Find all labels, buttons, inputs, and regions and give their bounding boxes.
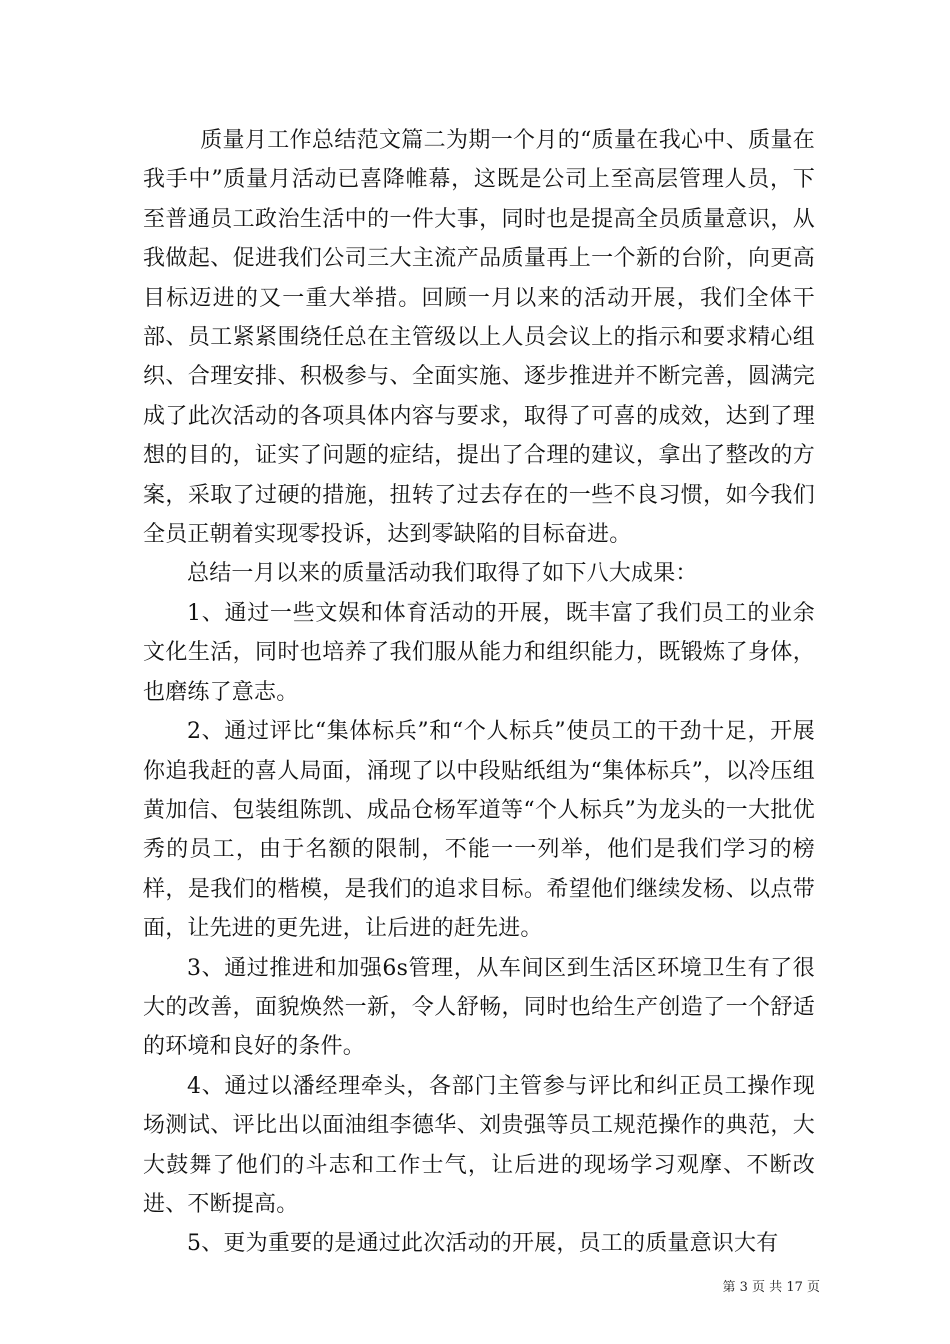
paragraph-item-5: 5、更为重要的是通过此次活动的开展，员工的质量意识大有 (187, 1231, 779, 1257)
paragraph-item-4: 4、通过以潘经理牵头，各部门主管参与评比和纠正员工操作现场测试、评比出以面油组李德华、刘贵强等员工规范操作的典范，大大鼓舞了他们的斗志和工作士气，让后进的现场学习观摩、不断改进、不断提高。 (143, 1073, 815, 1217)
paragraph-item-3: 3、通过推进和加强6s管理，从车间区到生活区环境卫生有了很大的改善，面貌焕然一新，令人舒畅，同时也给生产创造了一个舒适的环境和良好的条件。 (143, 955, 815, 1060)
page-number-footer: 第 3 页 共 17 页 (722, 1280, 820, 1295)
document-body (143, 121, 815, 1264)
paragraph-item-2: 2、通过评比“集体标兵”和“个人标兵”使员工的干劲十足，开展你追我赶的喜人局面，涌现了以中段贴纸组为“集体标兵”，以冷压组黄加信、包装组陈凯、成品仓杨军道等“个人标兵”为龙头的一大批优秀的员工，由于名额的限制，不能一一列举，他们是我们学习的榜样，是我们的楷模，是我们的追求目标。希望他们继续发杨、以点带面，让先进的更先进，让后进的赶先进。 (143, 719, 815, 942)
paragraph-summary-heading: 总结一月以来的质量活动我们取得了如下八大成果： (187, 561, 698, 587)
paragraph-intro: 质量月工作总结范文篇二为期一个月的“质量在我心中、质量在我手中”质量月活动已喜降帷幕，这既是公司上至高层管理人员，下至普通员工政治生活中的一件大事，同时也是提高全员质量意识，从我做起、促进我们公司三大主流产品质量再上一个新的台阶，向更高目标迈进的又一重大举措。回顾一月以来的活动开展，我们全体干部、员工紧紧围绕任总在主管级以上人员会议上的指示和要求精心组织、合理安排、积极参与、全面实施、逐步推进并不断完善，圆满完成了此次活动的各项具体内容与要求，取得了可喜的成效，达到了理想的目的，证实了问题的症结，提出了合理的建议，拿出了整改的方案，采取了过硬的措施，扭转了过去存在的一些不良习惯，如今我们全员正朝着实现零投诉，达到零缺陷的目标奋进。 (143, 128, 815, 548)
paragraph-item-1: 1、通过一些文娱和体育活动的开展，既丰富了我们员工的业余文化生活，同时也培养了我们服从能力和组织能力，既锻炼了身体，也磨练了意志。 (143, 600, 815, 705)
